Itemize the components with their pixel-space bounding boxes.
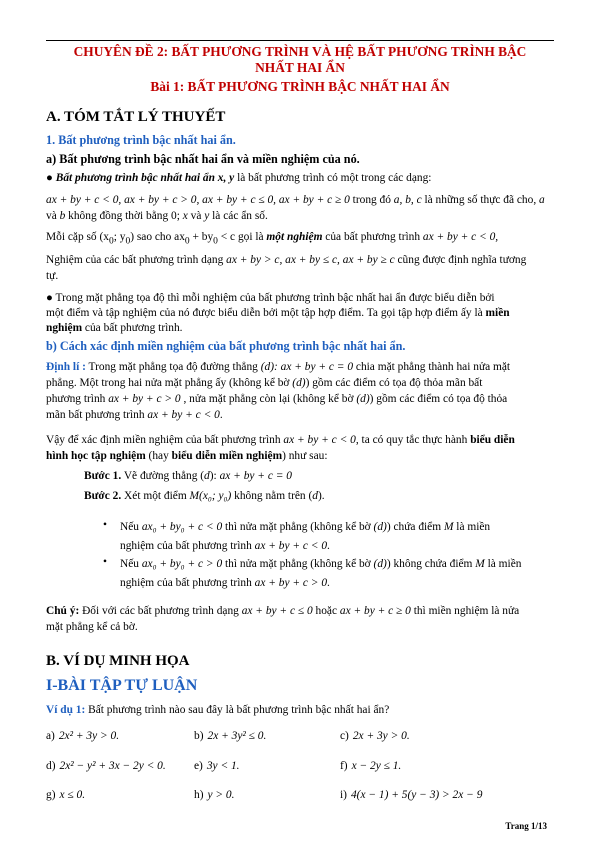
t: M(x₀; y₀) bbox=[189, 490, 232, 502]
header-rule bbox=[46, 40, 554, 41]
t: ). bbox=[317, 490, 325, 502]
answer-option-expression: 3y < 1. bbox=[206, 760, 240, 772]
answer-option-label: d) bbox=[46, 760, 56, 772]
solution-region-term-2: nghiệm bbox=[46, 322, 83, 334]
t: (d) bbox=[356, 393, 370, 405]
t: . bbox=[327, 540, 330, 552]
definition-text: là bất phương trình có một trong các dạng: bbox=[234, 172, 432, 184]
t: , ta có quy tắc thực hành bbox=[355, 434, 471, 446]
t: hoặc bbox=[312, 605, 340, 617]
answer-option bbox=[46, 760, 166, 772]
t: ; y bbox=[113, 231, 126, 243]
solution-term: một nghiệm bbox=[266, 231, 323, 243]
chapter-title-line1: CHUYÊN ĐỀ 2: BẤT PHƯƠNG TRÌNH VÀ HỆ BẤT PHƯƠNG TRÌNH BẬC bbox=[73, 44, 527, 59]
t: cũng được định nghĩa tương bbox=[394, 254, 527, 266]
theorem-line-equation: (d): ax + by + c = 0 bbox=[260, 361, 354, 373]
forms-expression: ax + by + c < 0, ax + by + c > 0, ax + by + c ≤ 0, ax + by + c ≥ 0 bbox=[46, 194, 350, 206]
example-label: Ví dụ 1: bbox=[46, 704, 86, 716]
answer-option-expression: 4(x − 1) + 5(y − 3) > 2x − 9 bbox=[350, 789, 483, 801]
t: Vẽ đường thẳng ( bbox=[121, 470, 205, 482]
t: b bbox=[59, 210, 66, 222]
t: , nửa mặt phẳng còn lại (không kể bờ bbox=[180, 393, 357, 405]
page-number: Trang 1/13 bbox=[505, 821, 547, 831]
t: phương trình bbox=[46, 393, 109, 405]
answer-option-label: a) bbox=[46, 730, 55, 742]
t: ax + by + c < 0 bbox=[147, 409, 220, 421]
t: không nằm trên ( bbox=[231, 490, 313, 502]
t: ax + by + c ≥ 0 bbox=[339, 605, 411, 617]
t: Nghiệm của các bất phương trình dạng bbox=[46, 254, 227, 266]
t: (d) bbox=[292, 377, 306, 389]
bullet-icon: • bbox=[103, 519, 107, 531]
t: ax + by + c < 0 bbox=[254, 540, 328, 552]
solution-expression: ax + by + c < 0, bbox=[422, 231, 499, 243]
bullet-icon: ● bbox=[46, 172, 53, 184]
t: ax + by + c > 0 bbox=[108, 393, 181, 405]
section-b-subheading: I-BÀI TẬP TỰ LUẬN bbox=[46, 677, 198, 694]
t: nghiệm của bất phương trình bbox=[120, 540, 255, 552]
bullet-icon: • bbox=[103, 556, 107, 568]
t: của bất phương trình bbox=[322, 231, 423, 243]
t: ) như sau: bbox=[282, 450, 328, 462]
t: phẳng. Một trong hai nửa mặt phẳng ấy (không kể bờ bbox=[46, 377, 293, 389]
t: (d) bbox=[373, 558, 387, 570]
step-1-label: Bước 1. bbox=[84, 470, 122, 482]
t: mãn bất phương trình bbox=[46, 409, 148, 421]
solution-region-term: miền bbox=[485, 307, 510, 319]
answer-option bbox=[340, 730, 410, 742]
section-b-heading: B. VÍ DỤ MINH HỌA bbox=[46, 653, 190, 669]
t: mặt phẳng kể cả bờ. bbox=[46, 621, 138, 633]
t: ax + by + c < 0 bbox=[283, 434, 356, 446]
t: ) không chứa điểm bbox=[386, 558, 476, 570]
t: Nếu bbox=[120, 521, 142, 533]
theorem-paragraph bbox=[46, 359, 554, 423]
t: không đồng thời bằng 0; bbox=[65, 210, 183, 222]
t: một điểm và tập nghiệm của nó được biểu diễn bởi một tập hợp điểm. Ta gọi tập hợp điểm ấy là bbox=[46, 307, 486, 319]
example-question: Bất phương trình nào sau đây là bất phương trình bậc nhất hai ẩn? bbox=[85, 704, 390, 716]
t: Trong mặt phẳng tọa độ đường thẳng bbox=[85, 361, 261, 373]
subheading-1: 1. Bất phương trình bậc nhất hai ẩn. bbox=[46, 133, 236, 147]
solution-definition: Mỗi cặp số ($x_0$; $y_0$) sao cho $ax_0 + by_0 < c$ gọi là một nghiệm của bất phương trình ax + by + c < 0, bbox=[46, 231, 499, 247]
t: . bbox=[327, 577, 330, 589]
answer-option-expression: y > 0. bbox=[207, 789, 235, 801]
answer-option bbox=[194, 730, 266, 742]
answer-option-label: c) bbox=[340, 730, 349, 742]
forms-text-1: trong đó bbox=[349, 194, 394, 206]
answer-option-label: h) bbox=[194, 789, 204, 801]
answer-option-expression: 2x² − y² + 3x − 2y < 0. bbox=[59, 760, 166, 772]
answer-option-label: g) bbox=[46, 789, 56, 801]
t: hình học tập nghiệm bbox=[46, 450, 146, 462]
answer-option-label: i) bbox=[340, 789, 347, 801]
answer-option-expression: x ≤ 0. bbox=[59, 789, 86, 801]
t: ) gồm các điểm có tọa độ thỏa bbox=[369, 393, 508, 405]
similar-expression: ax + by > c, ax + by ≤ c, ax + by ≥ c bbox=[226, 254, 395, 266]
t: và bbox=[187, 210, 205, 222]
forms-text-4: a bbox=[539, 194, 545, 206]
t: ): bbox=[209, 470, 220, 482]
t: là các ẩn số. bbox=[209, 210, 268, 222]
answer-option bbox=[340, 789, 482, 801]
t: d bbox=[204, 470, 210, 482]
t: Xét một điểm bbox=[121, 490, 190, 502]
forms-text-2: a, b, c bbox=[393, 194, 422, 206]
step-2-label: Bước 2. bbox=[84, 490, 122, 502]
answer-option-label: e) bbox=[194, 760, 203, 772]
forms-line bbox=[46, 192, 554, 208]
answer-option bbox=[194, 760, 240, 772]
step-2 bbox=[84, 488, 554, 504]
t: ax + by + c > 0 bbox=[254, 577, 328, 589]
t: thì nửa mặt phẳng (không kể bờ bbox=[222, 558, 374, 570]
answer-option-expression: 2x² + 3y > 0. bbox=[58, 730, 120, 742]
plane-paragraph bbox=[46, 290, 554, 336]
chapter-title-line2: NHẤT HAI ẨN bbox=[255, 60, 345, 75]
t: (d) bbox=[373, 521, 387, 533]
answer-option bbox=[46, 789, 85, 801]
t: chia mặt phẳng thành hai nửa mặt bbox=[353, 361, 511, 373]
t: là miền bbox=[484, 558, 522, 570]
t: nghiệm của bất phương trình bbox=[120, 577, 255, 589]
section-a-heading: A. TÓM TẮT LÝ THUYẾT bbox=[46, 109, 226, 125]
t: Mỗi cặp số (x bbox=[46, 231, 109, 243]
answer-option-expression: 2x + 3y > 0. bbox=[352, 730, 410, 742]
answer-option-label: b) bbox=[194, 730, 204, 742]
t: ax + by + c = 0 bbox=[219, 470, 292, 482]
answer-option bbox=[46, 730, 119, 742]
similar-definition bbox=[46, 252, 554, 268]
case-1 bbox=[120, 519, 554, 554]
t: Đối với các bất phương trình dạng bbox=[79, 605, 242, 617]
t: (hay bbox=[145, 450, 172, 462]
t: là miền bbox=[453, 521, 491, 533]
t: ) chứa điểm bbox=[386, 521, 444, 533]
t: của bất phương trình. bbox=[82, 322, 183, 334]
t: + by bbox=[189, 231, 214, 243]
note-paragraph bbox=[46, 603, 554, 635]
t: ax₀ + by₀ + c < 0 bbox=[141, 521, 223, 533]
t: d bbox=[312, 490, 318, 502]
answer-option bbox=[194, 789, 234, 801]
t: ) gồm các điểm có tọa độ thỏa mãn bất bbox=[305, 377, 483, 389]
answer-option bbox=[340, 760, 401, 772]
t: M bbox=[443, 521, 454, 533]
example-1 bbox=[46, 702, 554, 718]
answer-option-expression: x − 2y ≤ 1. bbox=[351, 760, 402, 772]
theorem-label: Định lí : bbox=[46, 361, 86, 373]
chapter-title bbox=[46, 44, 554, 76]
t: < c gọi là bbox=[217, 231, 267, 243]
t: Vậy để xác định miền nghiệm của bất phương trình bbox=[46, 434, 284, 446]
case-2 bbox=[120, 556, 554, 591]
t: thì nửa mặt phẳng (không kể bờ bbox=[222, 521, 374, 533]
t: và bbox=[46, 210, 60, 222]
t: y bbox=[204, 210, 210, 222]
t: Trong mặt phẳng tọa độ thì mỗi nghiệm của bất phương trình bậc nhất hai ẩn được biểu diễn bởi bbox=[55, 292, 495, 304]
bullet-icon: ● bbox=[46, 292, 53, 304]
t: Nếu bbox=[120, 558, 142, 570]
answer-option-expression: 2x + 3y² ≤ 0. bbox=[207, 730, 267, 742]
forms-text-3: là những số thực đã cho, bbox=[421, 194, 540, 206]
forms-line-2 bbox=[46, 208, 554, 224]
t: x bbox=[182, 210, 188, 222]
definition-paragraph bbox=[46, 170, 554, 186]
answer-option-label: f) bbox=[340, 760, 348, 772]
t: ax + by + c ≤ 0 bbox=[241, 605, 313, 617]
t: biểu diễn bbox=[470, 434, 515, 446]
t: ax₀ + by₀ + c > 0 bbox=[141, 558, 223, 570]
t: biểu diễn miền nghiệm bbox=[171, 450, 283, 462]
t: ) sao cho ax bbox=[130, 231, 185, 243]
t: M bbox=[475, 558, 485, 570]
subheading-1a: a) Bất phương trình bậc nhất hai ẩn và miền nghiệm của nó. bbox=[46, 152, 360, 166]
note-label: Chú ý: bbox=[46, 605, 80, 617]
procedure-paragraph bbox=[46, 432, 554, 464]
definition-term: Bất phương trình bậc nhất hai ẩn x, y bbox=[55, 172, 235, 184]
step-1 bbox=[84, 468, 554, 484]
lesson-title: Bài 1: BẤT PHƯƠNG TRÌNH BẬC NHẤT HAI ẨN bbox=[150, 79, 450, 94]
t: thì miền nghiệm là nửa bbox=[410, 605, 520, 617]
similar-definition-2: tự. bbox=[46, 270, 59, 282]
subheading-1b: b) Cách xác định miền nghiệm của bất phương trình bậc nhất hai ẩn. bbox=[46, 339, 406, 353]
t: . bbox=[219, 409, 223, 421]
